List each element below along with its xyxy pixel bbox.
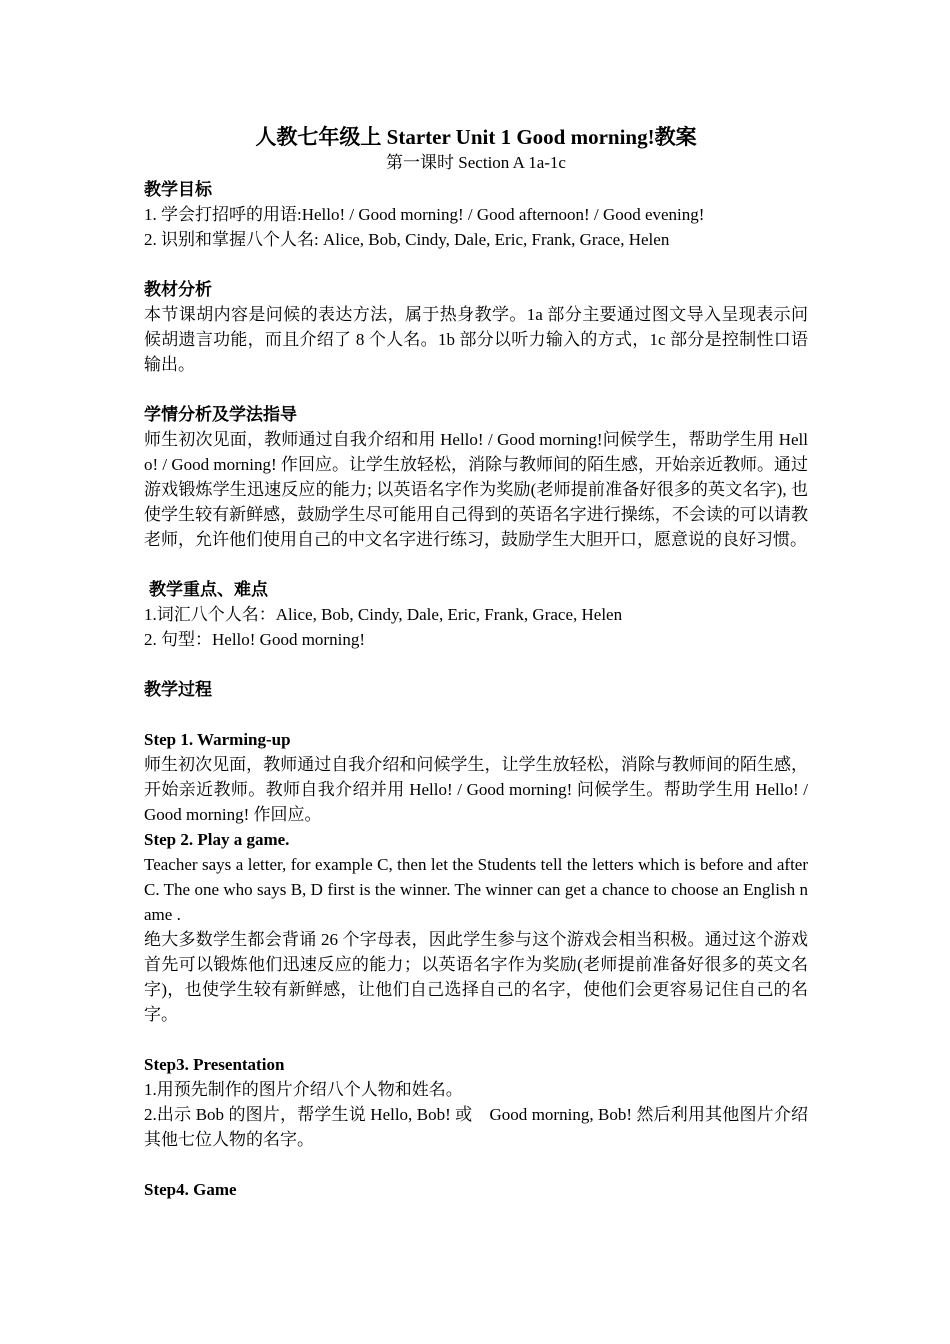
process-heading: 教学过程 [144, 680, 212, 699]
step3-item: 1.用预先制作的图片介绍八个人物和姓名。 [144, 1080, 463, 1099]
spacer [144, 552, 808, 577]
objective-item: 2. 识别和掌握八个人名: Alice, Bob, Cindy, Dale, Eric, Frank, Grace, Helen [144, 230, 670, 249]
step1-paragraph: 师生初次见面，教师通过自我介绍和问候学生，让学生放轻松，消除与教师间的陌生感，开始亲近教师。教师自我介绍并用 Hello! / Good morning! 问候学生。帮助学生用 Hello! / Good morning! 作回应。 [144, 755, 808, 824]
step3-heading: Step3. Presentation [144, 1055, 285, 1074]
spacer [144, 1152, 808, 1177]
spacer [144, 702, 808, 727]
students-heading: 学情分析及学法指导 [144, 405, 297, 424]
students-paragraph: 师生初次见面，教师通过自我介绍和用 Hello! / Good morning!问候学生，帮助学生用 Hello! / Good morning! 作回应。让学生放轻松，消除与教师间的陌生感，开始亲近教师。通过游戏锻炼学生迅速反应的能力; 以英语名字作为奖励(老师提前准备好很多的英文名字), 也使学生较有新鲜感，鼓励学生尽可能用自己得到的英语名字进行操练，不会读的可以请教老师，允许他们使用自己的中文名字进行练习，鼓励学生大胆开口，愿意说的良好习惯。 [144, 430, 808, 549]
step2-paragraph-cn: 绝大多数学生都会背诵 26 个字母表，因此学生参与这个游戏会相当积极。通过这个游戏首先可以锻炼他们迅速反应的能力；以英语名字作为奖励(老师提前准备好很多的英文名字)，也使学生较有新鲜感，让他们自己选择自己的名字，使他们会更容易记住自己的名字。 [144, 930, 808, 1024]
step1-heading: Step 1. Warming-up [144, 730, 291, 749]
key-point-item: 2. 句型：Hello! Good morning! [144, 630, 365, 649]
objectives-heading: 教学目标 [144, 180, 212, 199]
document-title: 人教七年级上 Starter Unit 1 Good morning!教案 [255, 125, 697, 149]
key-points-heading: 教学重点、难点 [149, 580, 268, 599]
document-subtitle: 第一课时 Section A 1a-1c [386, 153, 566, 172]
materials-paragraph: 本节课胡内容是问候的表达方法，属于热身教学。1a 部分主要通过图文导入呈现表示问候胡遗言功能，而且介绍了 8 个人名。1b 部分以听力输入的方式，1c 部分是控制性口语输出。 [144, 305, 808, 374]
step2-paragraph-en: Teacher says a letter, for example C, then let the Students tell the letters which is before and after C. The one who says B, D first is the winner. The winner can get a chance to choose an English name . [144, 855, 808, 924]
spacer [144, 652, 808, 677]
spacer [144, 252, 808, 277]
spacer [144, 377, 808, 402]
step4-heading: Step4. Game [144, 1180, 237, 1199]
step3-item: 2.出示 Bob 的图片，帮学生说 Hello, Bob! 或 Good morning, Bob! 然后利用其他图片介绍其他七位人物的名字。 [144, 1105, 808, 1149]
spacer [144, 1027, 808, 1052]
step2-heading: Step 2. Play a game. [144, 830, 290, 849]
materials-heading: 教材分析 [144, 280, 212, 299]
key-point-item: 1.词汇八个人名：Alice, Bob, Cindy, Dale, Eric, Frank, Grace, Helen [144, 605, 623, 624]
objective-item: 1. 学会打招呼的用语:Hello! / Good morning! / Good afternoon! / Good evening! [144, 205, 705, 224]
document-content [144, 122, 808, 1202]
